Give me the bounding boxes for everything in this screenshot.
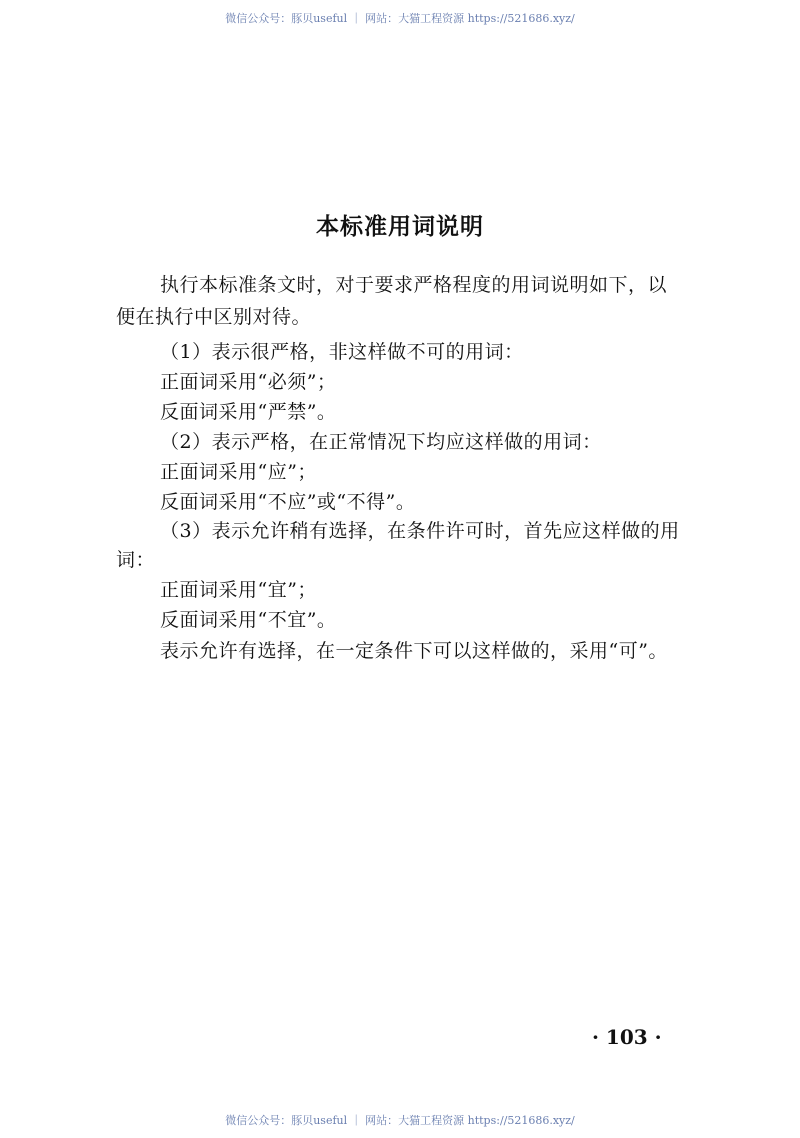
body-line: 反面词采用“不宜”。 <box>160 609 337 631</box>
body-line: （1）表示很严格，非这样做不可的用词： <box>160 341 524 363</box>
body-line: 反面词采用“不应”或“不得”。 <box>160 491 416 513</box>
watermark-bottom: 微信公众号：豚贝useful ｜ 网站：大猫工程资源 https://521686.xyz/ <box>225 1114 575 1127</box>
body-line: （2）表示严格，在正常情况下均应这样做的用词： <box>160 431 602 453</box>
page-number: · 103 · <box>592 1025 662 1049</box>
body-line: 便在执行中区别对待。 <box>116 306 312 328</box>
body-line: （3）表示允许稍有选择，在条件许可时，首先应这样做的用 <box>160 520 680 542</box>
body-line: 词： <box>116 549 156 571</box>
body-line: 反面词采用“严禁”。 <box>160 401 337 423</box>
body-line: 执行本标准条文时，对于要求严格程度的用词说明如下，以 <box>160 274 668 296</box>
body-line: 正面词采用“应”； <box>160 461 317 483</box>
page-title: 本标准用词说明 <box>316 214 484 240</box>
body-line: 正面词采用“宜”； <box>160 579 317 601</box>
body-line: 表示允许有选择，在一定条件下可以这样做的，采用“可”。 <box>160 640 668 662</box>
watermark-top: 微信公众号：豚贝useful ｜ 网站：大猫工程资源 https://521686.xyz/ <box>225 12 575 25</box>
body-line: 正面词采用“必须”； <box>160 371 337 393</box>
